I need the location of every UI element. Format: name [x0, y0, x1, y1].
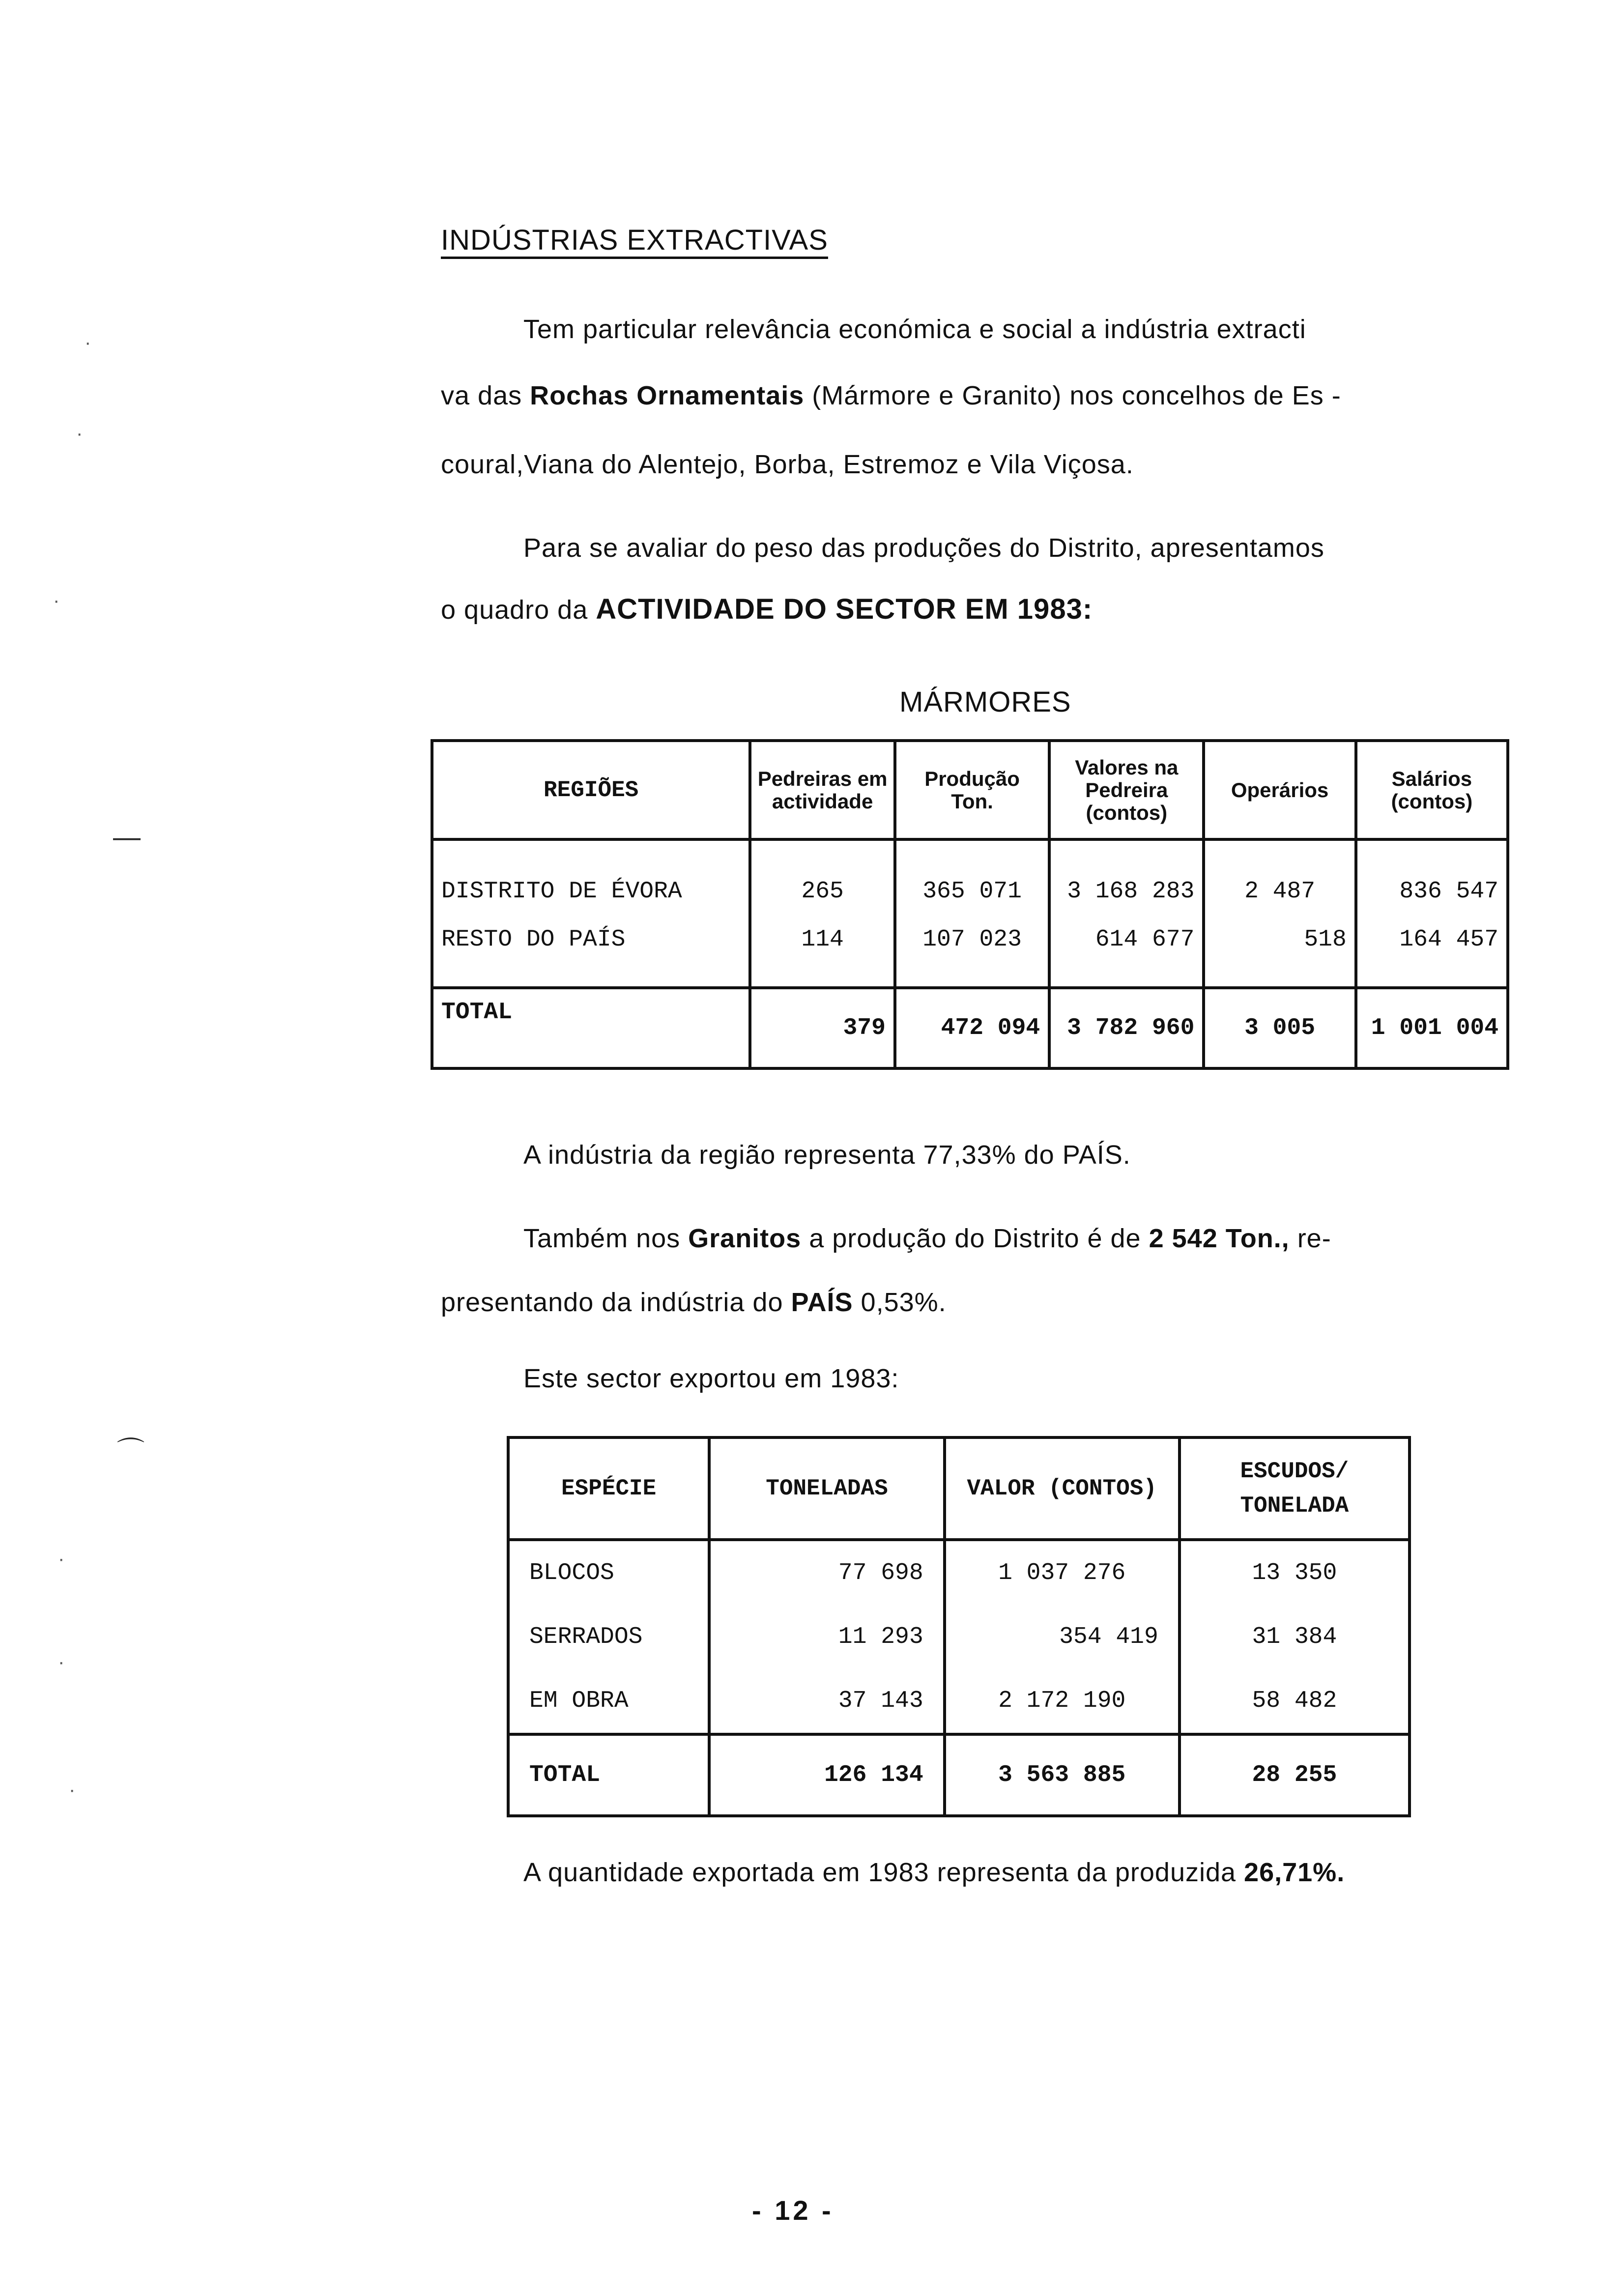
table-row: [432, 908, 1508, 972]
row-value: 58 482: [1180, 1669, 1410, 1734]
row-value: 836 547: [1356, 839, 1508, 908]
table-row: [432, 839, 1508, 908]
granite-production: 2 542 Ton.,: [1149, 1224, 1290, 1253]
total-value: 126 134: [709, 1734, 944, 1816]
header-escudos-tonelada: ESCUDOS/ TONELADA: [1180, 1437, 1410, 1540]
row-value: 114: [750, 908, 895, 972]
total-value: 3 563 885: [945, 1734, 1180, 1816]
header-especie: ESPÉCIE: [508, 1437, 709, 1540]
margin-mark: ·: [53, 590, 60, 611]
margin-mark: ·: [58, 1651, 65, 1673]
intro-activity-title: ACTIVIDADE DO SECTOR EM 1983:: [596, 593, 1093, 625]
row-region: DISTRITO DE ÉVORA: [432, 839, 750, 908]
total-value: 3 005: [1204, 988, 1355, 1068]
row-region: RESTO DO PAÍS: [432, 908, 750, 972]
granite-pais: PAÍS: [791, 1288, 853, 1317]
margin-mark: ⌒: [117, 1436, 144, 1467]
total-value: 379: [750, 988, 895, 1068]
table-row: [508, 1540, 1410, 1605]
intro-line-2: [441, 381, 1341, 410]
row-value: 265: [750, 839, 895, 908]
row-value: 1 037 276: [945, 1540, 1180, 1605]
export-share-percent: 26,71%.: [1244, 1858, 1345, 1887]
total-label: TOTAL: [508, 1734, 709, 1816]
marble-table-caption: MÁRMORES: [899, 686, 1071, 718]
margin-mark: ·: [85, 332, 91, 353]
margin-mark: ·: [76, 423, 83, 444]
row-value: 164 457: [1356, 908, 1508, 972]
table-spacer-row: [432, 972, 1508, 988]
intro-line-4: Para se avaliar do peso das produções do Distrito, apresentamos: [523, 533, 1324, 563]
header-pedreiras: Pedreiras em actividade: [750, 741, 895, 839]
row-value: 77 698: [709, 1540, 944, 1605]
export-intro-text: Este sector exportou em 1983:: [523, 1364, 899, 1393]
row-value: 2 172 190: [945, 1669, 1180, 1734]
intro-line-2-a: va das: [441, 381, 530, 410]
header-toneladas: TONELADAS: [709, 1437, 944, 1540]
table-total-row: [432, 988, 1508, 1068]
total-value: 3 782 960: [1049, 988, 1204, 1068]
row-value: 354 419: [945, 1605, 1180, 1669]
row-value: 614 677: [1049, 908, 1204, 972]
table-total-row: [508, 1734, 1410, 1816]
intro-line-2-c: (Mármore e Granito) nos concelhos de Es -: [804, 381, 1341, 410]
table-header-row: [508, 1437, 1410, 1540]
page-number: - 12 -: [752, 2195, 834, 2226]
intro-line-5-a: o quadro da: [441, 595, 596, 625]
table-row: [508, 1605, 1410, 1669]
row-value: 2 487: [1204, 839, 1355, 908]
margin-mark: —: [113, 821, 141, 852]
header-operarios: Operários: [1204, 741, 1355, 839]
row-species: EM OBRA: [508, 1669, 709, 1734]
row-value: 365 071: [895, 839, 1049, 908]
header-valor: VALOR (CONTOS): [945, 1437, 1180, 1540]
header-salarios: Salários (contos): [1356, 741, 1508, 839]
header-regioes: REGIÕES: [432, 741, 750, 839]
granite-line-1-a: Também nos: [523, 1224, 689, 1253]
granite-line-1: [523, 1224, 1331, 1253]
granite-line-2-c: 0,53%.: [853, 1288, 947, 1317]
granite-line-1-c: a produção do Distrito é de: [801, 1224, 1149, 1253]
margin-mark: ·: [58, 1548, 65, 1570]
row-species: BLOCOS: [508, 1540, 709, 1605]
header-producao: Produção Ton.: [895, 741, 1049, 839]
total-value: 28 255: [1180, 1734, 1410, 1816]
granite-line-2-a: presentando da indústria do: [441, 1288, 791, 1317]
total-value: 472 094: [895, 988, 1049, 1068]
intro-line-1: Tem particular relevância económica e social a indústria extracti: [523, 315, 1306, 344]
granite-line-1-e: re-: [1289, 1224, 1331, 1253]
granite-label: Granitos: [688, 1224, 802, 1253]
row-value: 518: [1204, 908, 1355, 972]
header-valores: Valores na Pedreira (contos): [1049, 741, 1204, 839]
intro-line-5: [441, 595, 1093, 625]
table-header-row: [432, 741, 1508, 839]
marble-activity-table: [431, 739, 1509, 1070]
export-table: [507, 1436, 1411, 1817]
total-value: 1 001 004: [1356, 988, 1508, 1068]
row-value: 37 143: [709, 1669, 944, 1734]
export-share-text: [523, 1858, 1345, 1887]
row-value: 13 350: [1180, 1540, 1410, 1605]
total-label: TOTAL: [432, 988, 750, 1068]
row-species: SERRADOS: [508, 1605, 709, 1669]
granite-line-2: [441, 1288, 947, 1317]
intro-rochas-ornamentais: Rochas Ornamentais: [530, 381, 805, 410]
region-share-text: A indústria da região representa 77,33% do PAÍS.: [523, 1140, 1131, 1170]
section-heading: INDÚSTRIAS EXTRACTIVAS: [441, 224, 828, 256]
row-value: 11 293: [709, 1605, 944, 1669]
row-value: 31 384: [1180, 1605, 1410, 1669]
intro-line-3: coural,Viana do Alentejo, Borba, Estremoz e Vila Viçosa.: [441, 450, 1134, 479]
margin-mark: ·: [69, 1779, 76, 1801]
row-value: 107 023: [895, 908, 1049, 972]
export-share-a: A quantidade exportada em 1983 representa da produzida: [523, 1858, 1244, 1887]
table-row: [508, 1669, 1410, 1734]
row-value: 3 168 283: [1049, 839, 1204, 908]
